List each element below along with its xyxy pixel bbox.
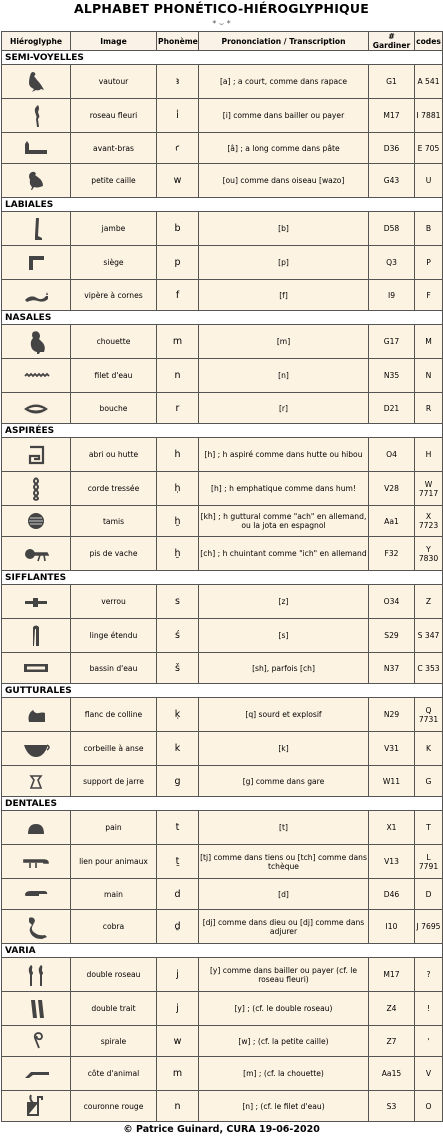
hieroglyph-cell <box>2 325 71 359</box>
gardiner-cell: V28 <box>369 472 415 506</box>
image-cell: couronne rouge <box>71 1091 157 1122</box>
gardiner-cell: G17 <box>369 325 415 359</box>
pronunciation-cell: [m] <box>199 325 369 359</box>
table-row <box>2 585 443 619</box>
gardiner-cell: N37 <box>369 653 415 684</box>
table-row <box>2 732 443 766</box>
header-image: Image <box>71 32 157 51</box>
gardiner-cell: Aa1 <box>369 506 415 537</box>
horned-viper-icon <box>21 282 51 308</box>
cobra-icon <box>21 914 51 940</box>
header-gardiner: # Gardiner <box>369 32 415 51</box>
gardiner-cell: D46 <box>369 879 415 910</box>
gardiner-cell: D58 <box>369 212 415 246</box>
phoneme-cell: ẖ <box>157 537 199 571</box>
hieroglyph-cell <box>2 212 71 246</box>
pronunciation-cell: [a] ; a court, comme dans rapace <box>199 65 369 99</box>
image-cell: main <box>71 879 157 910</box>
pronunciation-cell: [p] <box>199 246 369 280</box>
code-cell: M <box>415 325 443 359</box>
table-row <box>2 133 443 164</box>
phoneme-cell: n <box>157 1091 199 1122</box>
phoneme-cell: i͗ <box>157 99 199 133</box>
table-row <box>2 992 443 1026</box>
header-hieroglyph: Hiéroglyphe <box>2 32 71 51</box>
table-row <box>2 958 443 992</box>
gardiner-cell: G43 <box>369 164 415 198</box>
image-cell: tamis <box>71 506 157 537</box>
hieroglyph-cell <box>2 246 71 280</box>
code-cell: S 347 <box>415 619 443 653</box>
image-cell: cobra <box>71 910 157 944</box>
quail-chick-icon <box>21 168 51 194</box>
phoneme-cell: š <box>157 653 199 684</box>
phoneme-cell: s <box>157 585 199 619</box>
image-cell: corde tressée <box>71 472 157 506</box>
gardiner-cell: N29 <box>369 698 415 732</box>
basket-icon <box>21 736 51 762</box>
image-cell: pain <box>71 811 157 845</box>
phoneme-cell: j <box>157 958 199 992</box>
gardiner-cell: Aa15 <box>369 1057 415 1091</box>
table-row <box>2 910 443 944</box>
image-cell: bouche <box>71 393 157 424</box>
phoneme-cell: ś <box>157 619 199 653</box>
phoneme-cell: t <box>157 811 199 845</box>
phoneme-cell: ḥ <box>157 472 199 506</box>
hill-slope-icon <box>21 702 51 728</box>
hieroglyph-cell <box>2 958 71 992</box>
table-row <box>2 811 443 845</box>
phoneme-cell: k <box>157 732 199 766</box>
phoneme-cell: m <box>157 325 199 359</box>
code-cell: Z <box>415 585 443 619</box>
image-cell: jambe <box>71 212 157 246</box>
hieroglyph-cell <box>2 133 71 164</box>
hieroglyph-cell <box>2 585 71 619</box>
table-row <box>2 325 443 359</box>
code-cell: Q 7731 <box>415 698 443 732</box>
gardiner-cell: Q3 <box>369 246 415 280</box>
image-cell: roseau fleuri <box>71 99 157 133</box>
gardiner-cell: F32 <box>369 537 415 571</box>
hieroglyph-cell <box>2 653 71 684</box>
section-title: GUTTURALES <box>2 684 443 698</box>
code-cell: K <box>415 732 443 766</box>
hieroglyph-cell <box>2 537 71 571</box>
gardiner-cell: X1 <box>369 811 415 845</box>
page-title: ALPHABET PHONÉTICO-HIÉROGLYPHIQUE <box>74 1 369 16</box>
section-title: SIFFLANTES <box>2 571 443 585</box>
table-row <box>2 99 443 133</box>
phoneme-cell: w <box>157 164 199 198</box>
gardiner-cell: O34 <box>369 585 415 619</box>
vulture-icon <box>21 69 51 95</box>
code-cell: J 7695 <box>415 910 443 944</box>
pronunciation-cell: [w] ; (cf. la petite caille) <box>199 1026 369 1057</box>
image-cell: linge étendu <box>71 619 157 653</box>
phoneme-cell: ṯ <box>157 845 199 879</box>
pronunciation-cell: [q] sourd et explosif <box>199 698 369 732</box>
hieroglyph-cell <box>2 65 71 99</box>
tethering-rope-icon <box>21 849 51 875</box>
code-cell: B <box>415 212 443 246</box>
table-row <box>2 845 443 879</box>
phoneme-cell: ḳ <box>157 698 199 732</box>
gardiner-cell: I9 <box>369 280 415 311</box>
code-cell: ? <box>415 958 443 992</box>
image-cell: verrou <box>71 585 157 619</box>
pronunciation-cell: [z] <box>199 585 369 619</box>
table-row <box>2 246 443 280</box>
code-cell: ' <box>415 1026 443 1057</box>
code-cell: L 7791 <box>415 845 443 879</box>
owl-icon <box>21 329 51 355</box>
phoneme-cell: f <box>157 280 199 311</box>
hieroglyph-cell <box>2 506 71 537</box>
phoneme-cell: ꜥ <box>157 133 199 164</box>
section-header <box>2 684 443 698</box>
stool-icon <box>21 250 51 276</box>
pronunciation-cell: [ou] comme dans oiseau [wazo] <box>199 164 369 198</box>
pronunciation-cell: [kh] ; h guttural comme "ach" en allemand, ou la jota en espagnol <box>199 506 369 537</box>
image-cell: abri ou hutte <box>71 438 157 472</box>
gardiner-cell: Z7 <box>369 1026 415 1057</box>
pronunciation-cell: [h] ; h aspiré comme dans hutte ou hibou <box>199 438 369 472</box>
pronunciation-cell: [sh], parfois [ch] <box>199 653 369 684</box>
phoneme-cell: g <box>157 766 199 797</box>
forearm-icon <box>21 135 51 161</box>
placenta-icon <box>21 508 51 534</box>
image-cell: filet d'eau <box>71 359 157 393</box>
double-reed-icon <box>21 962 51 988</box>
image-cell: flanc de colline <box>71 698 157 732</box>
phoneme-cell: p <box>157 246 199 280</box>
pronunciation-cell: [y] comme dans bailler ou payer (cf. le roseau fleuri) <box>199 958 369 992</box>
water-ripple-icon <box>21 363 51 389</box>
hieroglyph-cell <box>2 698 71 732</box>
image-cell: support de jarre <box>71 766 157 797</box>
phoneme-cell: ꜣ <box>157 65 199 99</box>
hieroglyph-cell <box>2 393 71 424</box>
code-cell: D <box>415 879 443 910</box>
phoneme-cell: r <box>157 393 199 424</box>
twisted-flax-icon <box>21 476 51 502</box>
section-title: LABIALES <box>2 198 443 212</box>
code-cell: Y 7830 <box>415 537 443 571</box>
copyright-footer: © Patrice Guinard, CURA 19-06-2020 <box>123 1124 320 1135</box>
hieroglyph-cell <box>2 732 71 766</box>
section-title: SEMI-VOYELLES <box>2 51 443 65</box>
image-cell: pis de vache <box>71 537 157 571</box>
gardiner-cell: N35 <box>369 359 415 393</box>
gardiner-cell: D36 <box>369 133 415 164</box>
pronunciation-cell: [f] <box>199 280 369 311</box>
hieroglyph-cell <box>2 766 71 797</box>
pronunciation-cell: [m] ; (cf. la chouette) <box>199 1057 369 1091</box>
hieroglyph-cell <box>2 438 71 472</box>
pronunciation-cell: [â] ; a long comme dans pâte <box>199 133 369 164</box>
code-cell: H <box>415 438 443 472</box>
leg-icon <box>21 216 51 242</box>
table-row <box>2 1057 443 1091</box>
pronunciation-cell: [n] <box>199 359 369 393</box>
section-title: ASPIRÉES <box>2 424 443 438</box>
section-header <box>2 571 443 585</box>
image-cell: avant-bras <box>71 133 157 164</box>
code-cell: R <box>415 393 443 424</box>
section-header <box>2 424 443 438</box>
section-header <box>2 944 443 958</box>
pronunciation-cell: [r] <box>199 393 369 424</box>
gardiner-cell: W11 <box>369 766 415 797</box>
spiral-icon <box>21 1028 51 1054</box>
table-row <box>2 438 443 472</box>
code-cell: E 705 <box>415 133 443 164</box>
code-cell: W 7717 <box>415 472 443 506</box>
image-cell: spirale <box>71 1026 157 1057</box>
hieroglyph-cell <box>2 359 71 393</box>
hieroglyph-cell <box>2 99 71 133</box>
hieroglyph-cell <box>2 992 71 1026</box>
code-cell: V <box>415 1057 443 1091</box>
pronunciation-cell: [k] <box>199 732 369 766</box>
image-cell: vautour <box>71 65 157 99</box>
hieroglyph-cell <box>2 910 71 944</box>
image-cell: lien pour animaux <box>71 845 157 879</box>
red-crown-icon <box>21 1093 51 1119</box>
image-cell: vipère à cornes <box>71 280 157 311</box>
section-title: DENTALES <box>2 797 443 811</box>
table-row <box>2 698 443 732</box>
pronunciation-cell: [s] <box>199 619 369 653</box>
code-cell: A 541 <box>415 65 443 99</box>
section-title: VARIA <box>2 944 443 958</box>
header-pronunciation: Prononciation / Transcription <box>199 32 369 51</box>
pronunciation-cell: [b] <box>199 212 369 246</box>
folded-cloth-icon <box>21 623 51 649</box>
hieroglyph-cell <box>2 879 71 910</box>
table-row <box>2 1026 443 1057</box>
phoneme-cell: ḫ <box>157 506 199 537</box>
pronunciation-cell: [g] comme dans gare <box>199 766 369 797</box>
phoneme-cell: n <box>157 359 199 393</box>
mouth-icon <box>21 395 51 421</box>
gardiner-cell: M17 <box>369 99 415 133</box>
phoneme-cell: ḏ <box>157 910 199 944</box>
gardiner-cell: O4 <box>369 438 415 472</box>
reed-shelter-icon <box>21 442 51 468</box>
title-ornament: * ⌣ * <box>212 19 231 28</box>
table-row <box>2 879 443 910</box>
double-stroke-icon <box>21 996 51 1022</box>
image-cell: petite caille <box>71 164 157 198</box>
gardiner-cell: V31 <box>369 732 415 766</box>
table-row <box>2 1091 443 1122</box>
image-cell: bassin d'eau <box>71 653 157 684</box>
table-row <box>2 619 443 653</box>
code-cell: N <box>415 359 443 393</box>
hand-icon <box>21 881 51 907</box>
gardiner-cell: S3 <box>369 1091 415 1122</box>
pronunciation-cell: [ch] ; h chuintant comme "ich" en allemand <box>199 537 369 571</box>
phoneme-cell: m <box>157 1057 199 1091</box>
table-row <box>2 164 443 198</box>
pronunciation-cell: [tj] comme dans tiens ou [tch] comme dans tchèque <box>199 845 369 879</box>
code-cell: G <box>415 766 443 797</box>
door-bolt-icon <box>21 589 51 615</box>
code-cell: T <box>415 811 443 845</box>
hieroglyph-cell <box>2 280 71 311</box>
header-phoneme: Phonème <box>157 32 199 51</box>
gardiner-cell: S29 <box>369 619 415 653</box>
phoneme-cell: d <box>157 879 199 910</box>
table-row <box>2 65 443 99</box>
table-row <box>2 280 443 311</box>
section-header <box>2 198 443 212</box>
phoneme-cell: b <box>157 212 199 246</box>
gardiner-cell: D21 <box>369 393 415 424</box>
code-cell: C 353 <box>415 653 443 684</box>
image-cell: double roseau <box>71 958 157 992</box>
code-cell: O <box>415 1091 443 1122</box>
hieroglyph-cell <box>2 619 71 653</box>
table-row <box>2 537 443 571</box>
pronunciation-cell: [y] ; (cf. le double roseau) <box>199 992 369 1026</box>
phoneme-cell: h <box>157 438 199 472</box>
section-title: NASALES <box>2 311 443 325</box>
table-row <box>2 506 443 537</box>
pronunciation-cell: [d] <box>199 879 369 910</box>
header-codes: codes <box>415 32 443 51</box>
gardiner-cell: G1 <box>369 65 415 99</box>
hieroglyph-cell <box>2 1057 71 1091</box>
hieroglyph-cell <box>2 845 71 879</box>
table-row <box>2 212 443 246</box>
table-body <box>2 51 443 1122</box>
gardiner-cell: M17 <box>369 958 415 992</box>
alphabet-table <box>1 31 443 1122</box>
code-cell: ! <box>415 992 443 1026</box>
section-header <box>2 311 443 325</box>
section-header <box>2 51 443 65</box>
animal-rib-icon <box>21 1061 51 1087</box>
code-cell: U <box>415 164 443 198</box>
table-row <box>2 766 443 797</box>
pronunciation-cell: [h] ; h emphatique comme dans hum! <box>199 472 369 506</box>
code-cell: P <box>415 246 443 280</box>
hieroglyph-cell <box>2 164 71 198</box>
code-cell: X 7723 <box>415 506 443 537</box>
image-cell: chouette <box>71 325 157 359</box>
table-row <box>2 393 443 424</box>
jar-stand-icon <box>21 768 51 794</box>
pool-icon <box>21 655 51 681</box>
pronunciation-cell: [i] comme dans bailler ou payer <box>199 99 369 133</box>
pronunciation-cell: [t] <box>199 811 369 845</box>
table-row <box>2 653 443 684</box>
flowering-reed-icon <box>21 103 51 129</box>
gardiner-cell: Z4 <box>369 992 415 1026</box>
hieroglyph-cell <box>2 1091 71 1122</box>
image-cell: corbeille à anse <box>71 732 157 766</box>
hieroglyph-cell <box>2 472 71 506</box>
gardiner-cell: V13 <box>369 845 415 879</box>
hieroglyph-cell <box>2 811 71 845</box>
gardiner-cell: I10 <box>369 910 415 944</box>
pronunciation-cell: [n] ; (cf. le filet d'eau) <box>199 1091 369 1122</box>
table-row <box>2 359 443 393</box>
code-cell: F <box>415 280 443 311</box>
image-cell: côte d'animal <box>71 1057 157 1091</box>
table-row <box>2 472 443 506</box>
bread-loaf-icon <box>21 815 51 841</box>
phoneme-cell: w <box>157 1026 199 1057</box>
phoneme-cell: j <box>157 992 199 1026</box>
animal-belly-icon <box>21 541 51 567</box>
section-header <box>2 797 443 811</box>
hieroglyph-cell <box>2 1026 71 1057</box>
code-cell: I 7881 <box>415 99 443 133</box>
image-cell: double trait <box>71 992 157 1026</box>
image-cell: siège <box>71 246 157 280</box>
header-row <box>2 32 443 51</box>
pronunciation-cell: [dj] comme dans dieu ou [dj] comme dans adjurer <box>199 910 369 944</box>
